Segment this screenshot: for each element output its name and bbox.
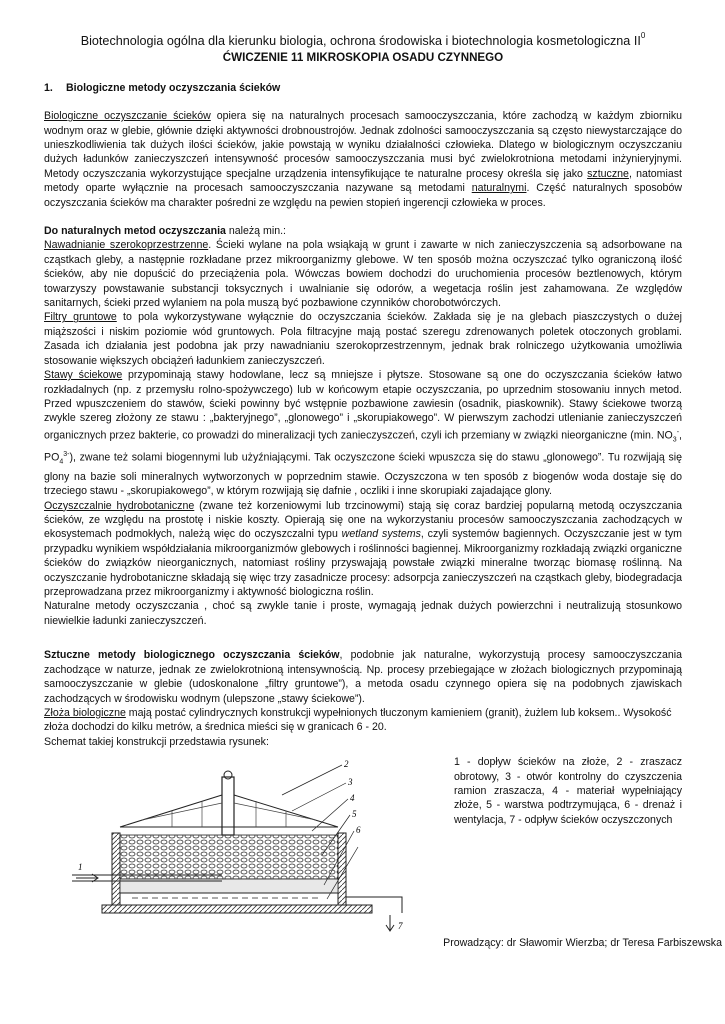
- label-7: 7: [398, 921, 403, 932]
- left-wall: [112, 833, 120, 905]
- page-title: Biotechnologia ogólna dla kierunku biologia, ochrona środowiska i biotechnologia kosmetologiczna $II^0$: [80, 31, 646, 49]
- artificial-methods-paragraph: Sztuczne metody biologicznego oczyszczania ścieków, podobnie jak naturalne, wykorzystują procesy samooczyszczania zachodzące w naturze, jednak ze zwielokrotnioną intensywnością. Np. procesy przebiegające w złożach biologicznych przypominają samooczyszczanie w glebie (udoskonalone „filtry gruntowe”), a metoda osadu czynnego opiera się na podobnych zjawiskach zachodzących w środowisku wodnym (ulepszone „stawy ściekowe”).: [44, 649, 682, 705]
- document-page: [44, 30, 682, 945]
- label-4: 4: [350, 793, 355, 804]
- scheme-intro: Schemat takiej konstrukcji przedstawia rysunek:: [44, 735, 269, 748]
- soil-filters-paragraph: Filtry gruntowe to pola wykorzystywane wyłącznie do oczyszczania ścieków. Zakłada się je na glebach piaszczystych o dużej miąższości i niskim poziomie wód gruntowych. Pola filtracyjne mają postać szeregu zdrenowanych poletek otoczonych groblami. Zasada ich działania jest podobna jak przy nawadnianiu szerokoprzestrzennym, jednak brak rolniczego użytkowania umożliwia stosowanie większych obciążeń ładunkiem zanieczyszczeń.: [44, 311, 682, 367]
- label-6: 6: [356, 825, 361, 836]
- central-column: [222, 777, 234, 835]
- hydrobotanic-paragraph: Oczyszczalnie hydrobotaniczne (zwane też korzeniowymi lub trzcinowymi) stają się coraz bardziej popularną metodą oczyszczania ścieków, ze względu na prostotę i niskie koszty. Opierają się one na wykorzystaniu procesów samooczyszczania zachodzących w ekosystemach podmokłych, należą więc do oczyszczalni typu wetland systems, czyli systemów bagiennych. Oczyszczanie jest w tym przypadku wynikiem współdziałania mikroorganizmów glebowych i roślinności bagiennej. Mikroorganizmy rozkładają związki organiczne ścieków do związków nieorganicznych, natomiast rośliny przyswajają powstałe związki mineralne tworząc biomasę roślinną. Na oczyszczanie hydrobotaniczne składają się więc trzy zasadnicze procesy: adsorpcja zanieczyszczeń na cząstkach gleby, biodegradacja przeprowadzana przez mikroorganizmy i aktywność biologiczna roślin.: [44, 499, 682, 599]
- natural-summary-paragraph: Naturalne metody oczyszczania , choć są zwykle tanie i proste, wymagają jednak dużych powierzchni i neutralizują stosunkowo niewielkie ładunki zanieczyszczeń.: [44, 600, 682, 627]
- exercise-title: ĆWICZENIE 11 MIKROSKOPIA OSADU CZYNNEGO: [222, 51, 504, 65]
- label-3: 3: [348, 777, 353, 788]
- irrigation-paragraph: Nawadnianie szerokoprzestrzenne. Ścieki wylane na pola wsiąkają w grunt i zawarte w nich zanieczyszczenia są adsorbowane na cząstkach gleby, a następnie rozkładane przez mikroorganizmy glebowe. W ten sposób można oczyszczać tylko ograniczoną ilość ścieków, aby nie dopuścić do przeciążenia pola. Wówczas bowiem dochodzi do uruchomienia procesów beztlenowych, którym towarzyszy powstawanie substancji toksycznych i uwalnianie się odorów, a wegetacja roślin jest zahamowana. Ze względów sanitarnych, ścieki przed wylaniem na pola muszą być pozbawione czynników chorobotwórczych.: [44, 239, 683, 310]
- label-1: 1: [78, 862, 83, 873]
- bottom-slab: [102, 905, 372, 913]
- filling-material: [120, 835, 338, 879]
- footer-instructors: Prowadzący: dr Sławomir Wierzba; dr Teresa Farbiszewska: [443, 937, 722, 949]
- drainage: [120, 893, 338, 905]
- trickling-filter-drawing: [72, 755, 412, 935]
- biological-bed-paragraph: Złoża biologiczne mają postać cylindrycznych konstrukcji wypełnionych tłuczonym kamieniem (granit), żużlem lub koksem.. Wysokość złoża dochodzi do kilku metrów, a średnica mieści się w granicach 6 - 20.: [44, 706, 672, 734]
- label-5: 5: [352, 809, 357, 820]
- label-2: 2: [344, 759, 349, 770]
- intro-paragraph: Biologiczne oczyszczanie ścieków opiera się na naturalnych procesach samooczyszczania, które zachodzą w każdym zbiorniku wodnym oraz w glebie, głównie dzięki aktywności drobnoustrojów. Jednak zdolności samooczyszczania są często niewystarczające do unieszkodliwienia tak dużych ilości ścieków, jakie powstają w wyniku działalności człowieka. Dlatego w biologicznym oczyszczaniu dużych ładunków zanieczyszczeń intensywność procesów samooczyszczania musi być zwielokrotniona metodami inżynieryjnymi. Metody oczyszczania wykorzystujące specjalne urządzenia intensyfikujące te naturalne procesy określa się jako sztuczne, natomiast metody oparte wyłącznie na procesach samooczyszczania nazywane są metodami naturalnymi. Część naturalnych sposobów oczyszczania ścieków ma charakter pośredni ze względu na pewien stopień ingerencji człowieka w proces.: [44, 110, 683, 209]
- sprinkler-arms: [120, 795, 338, 827]
- natural-methods-heading: Do naturalnych metod oczyszczania należą min.:: [44, 225, 286, 238]
- ponds-paragraph: Stawy ściekowe przypominają stawy hodowlane, lecz są mniejsze i płytsze. Stosowane są one do oczyszczania ścieków łatwo rozkładalnych (np. z przemysłu rolno-spożywczego) lub w końcowym etapie oczyszczania, po uprzednim stosowaniu innych metod. Przed wpuszczeniem do stawów, ścieki powinny być wstępnie pozbawione zawiesin (osadnik, piaskownik). Stawy ściekowe tworzą zwykle szereg złożony ze stawu : „bakteryjnego”, „glonowego” i „skorupiakowego”. W pierwszym zachodzi utlenianie zanieczyszczeń organicznych przez bakterie, co prowadzi do mineralizacji tych zanieczyszczeń, czyli ich przemiany w związki nieorganiczne (min. $NO_3^-$, $PO_4^{3-}$), zwane też solami biogennymi lub użyźniającymi. Tak oczyszczone ścieki wpuszcza się do stawu „glonowego”. Tu rozwijają się glony na bazie soli mineralnych wytworzonych w poprzednim stawie. Oczyszczona w ten sposób z biogenów woda dostaje się do trzeciego stawu - „skorupiakowego”, w którym rozwijają się dafnie , oczliki i inne skorupiaki zajadające glony.: [44, 369, 682, 498]
- section-heading: 1. Biologiczne metody oczyszczania ścieków: [44, 82, 281, 95]
- trickling-filter-figure: [44, 755, 682, 945]
- figure-legend: 1 - dopływ ścieków na złoże, 2 - zraszacz obrotowy, 3 - otwór kontrolny do czyszczenia ramion zraszacza, 4 - materiał wypełniający złoże, 5 - warstwa podtrzymująca, 6 - drenaż i wentylacja, 7 - odpływ ścieków oczyszczonych: [454, 756, 682, 826]
